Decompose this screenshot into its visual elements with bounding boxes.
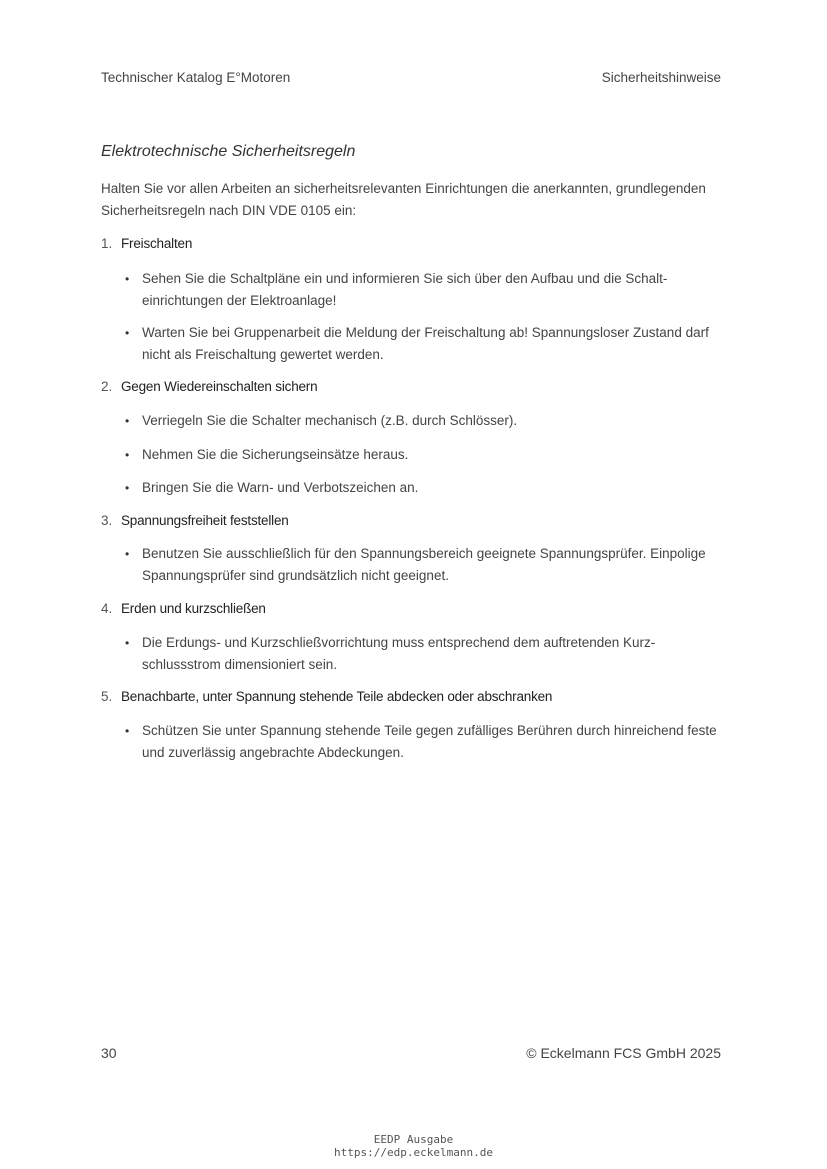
step-number: 3. [101,513,113,528]
bullet-text: Warten Sie bei Gruppenarbeit die Meldung der Freischaltung ab! Spannungsloser Zustand darf nicht als Freischaltung gewertet werden. [142,325,709,362]
list-item [125,444,725,466]
step-title: Spannungsfreiheit feststellen [121,513,289,528]
section-title: Elektrotechnische Sicherheitsregeln [101,143,356,160]
step-number: 4. [101,601,113,616]
bullet-icon: • [125,481,130,495]
bullet-icon: • [125,414,130,428]
bullet-icon: • [125,326,130,340]
header-section: Sicherheitshinweise [601,70,721,85]
step-title: Freischalten [121,236,193,251]
bullet-icon: • [125,636,130,650]
bullet-icon: • [125,448,130,462]
bullet-icon: • [125,547,130,561]
list-item [125,410,725,432]
header-title: Technischer Katalog E°Motoren [101,70,291,85]
step-number: 2. [101,379,113,394]
bullet-text: Schützen Sie unter Spannung stehende Teile gegen zufälliges Berühren durch hinreichend feste und zuverlässig angebrachte Abdeckungen. [142,723,717,760]
step-number: 5. [101,689,113,704]
copyright: © Eckelmann FCS GmbH 2025 [526,1045,721,1061]
stamp-line-1: EEDP Ausgabe [373,1133,454,1146]
bullet-text: Benutzen Sie ausschließlich für den Spannungsbereich geeignete Spannungsprüfer. Einpolige Spannungsprüfer sind grundsätzlich nicht geeignet. [142,546,706,583]
stamp-url[interactable]: https://edp.eckelmann.de [334,1146,493,1159]
bullet-text: Die Erdungs- und Kurzschließvorrichtung muss entsprechend dem auftretenden Kurz-schlussstrom dimensioniert sein. [142,635,656,672]
list-item [125,543,725,587]
bullet-icon: • [125,724,130,738]
bullet-icon: • [125,272,130,286]
step-title: Gegen Wiedereinschalten sichern [121,379,318,394]
bullet-text: Bringen Sie die Warn- und Verbotszeichen an. [142,480,419,495]
list-item [125,720,725,764]
bullet-text: Nehmen Sie die Sicherungseinsätze heraus. [142,447,409,462]
step-title: Benachbarte, unter Spannung stehende Teile abdecken oder abschranken [121,689,553,704]
list-item [125,322,725,366]
step-number: 1. [101,236,113,251]
step-title: Erden und kurzschließen [121,601,266,616]
intro-paragraph: Halten Sie vor allen Arbeiten an sicherheitsrelevanten Einrichtungen die anerkannten, grundlegenden Sicherheitsregeln nach DIN VDE 0105 ein: [101,181,706,218]
page-number: 30 [101,1045,117,1061]
list-item [125,268,725,312]
edition-stamp [0,1133,827,1159]
list-item [125,632,725,676]
list-item [125,477,725,499]
bullet-text: Verriegeln Sie die Schalter mechanisch (z.B. durch Schlösser). [142,413,518,428]
bullet-text: Sehen Sie die Schaltpläne ein und informieren Sie sich über den Aufbau und die Schalt-einrichtungen der Elektroanlage! [142,271,668,308]
